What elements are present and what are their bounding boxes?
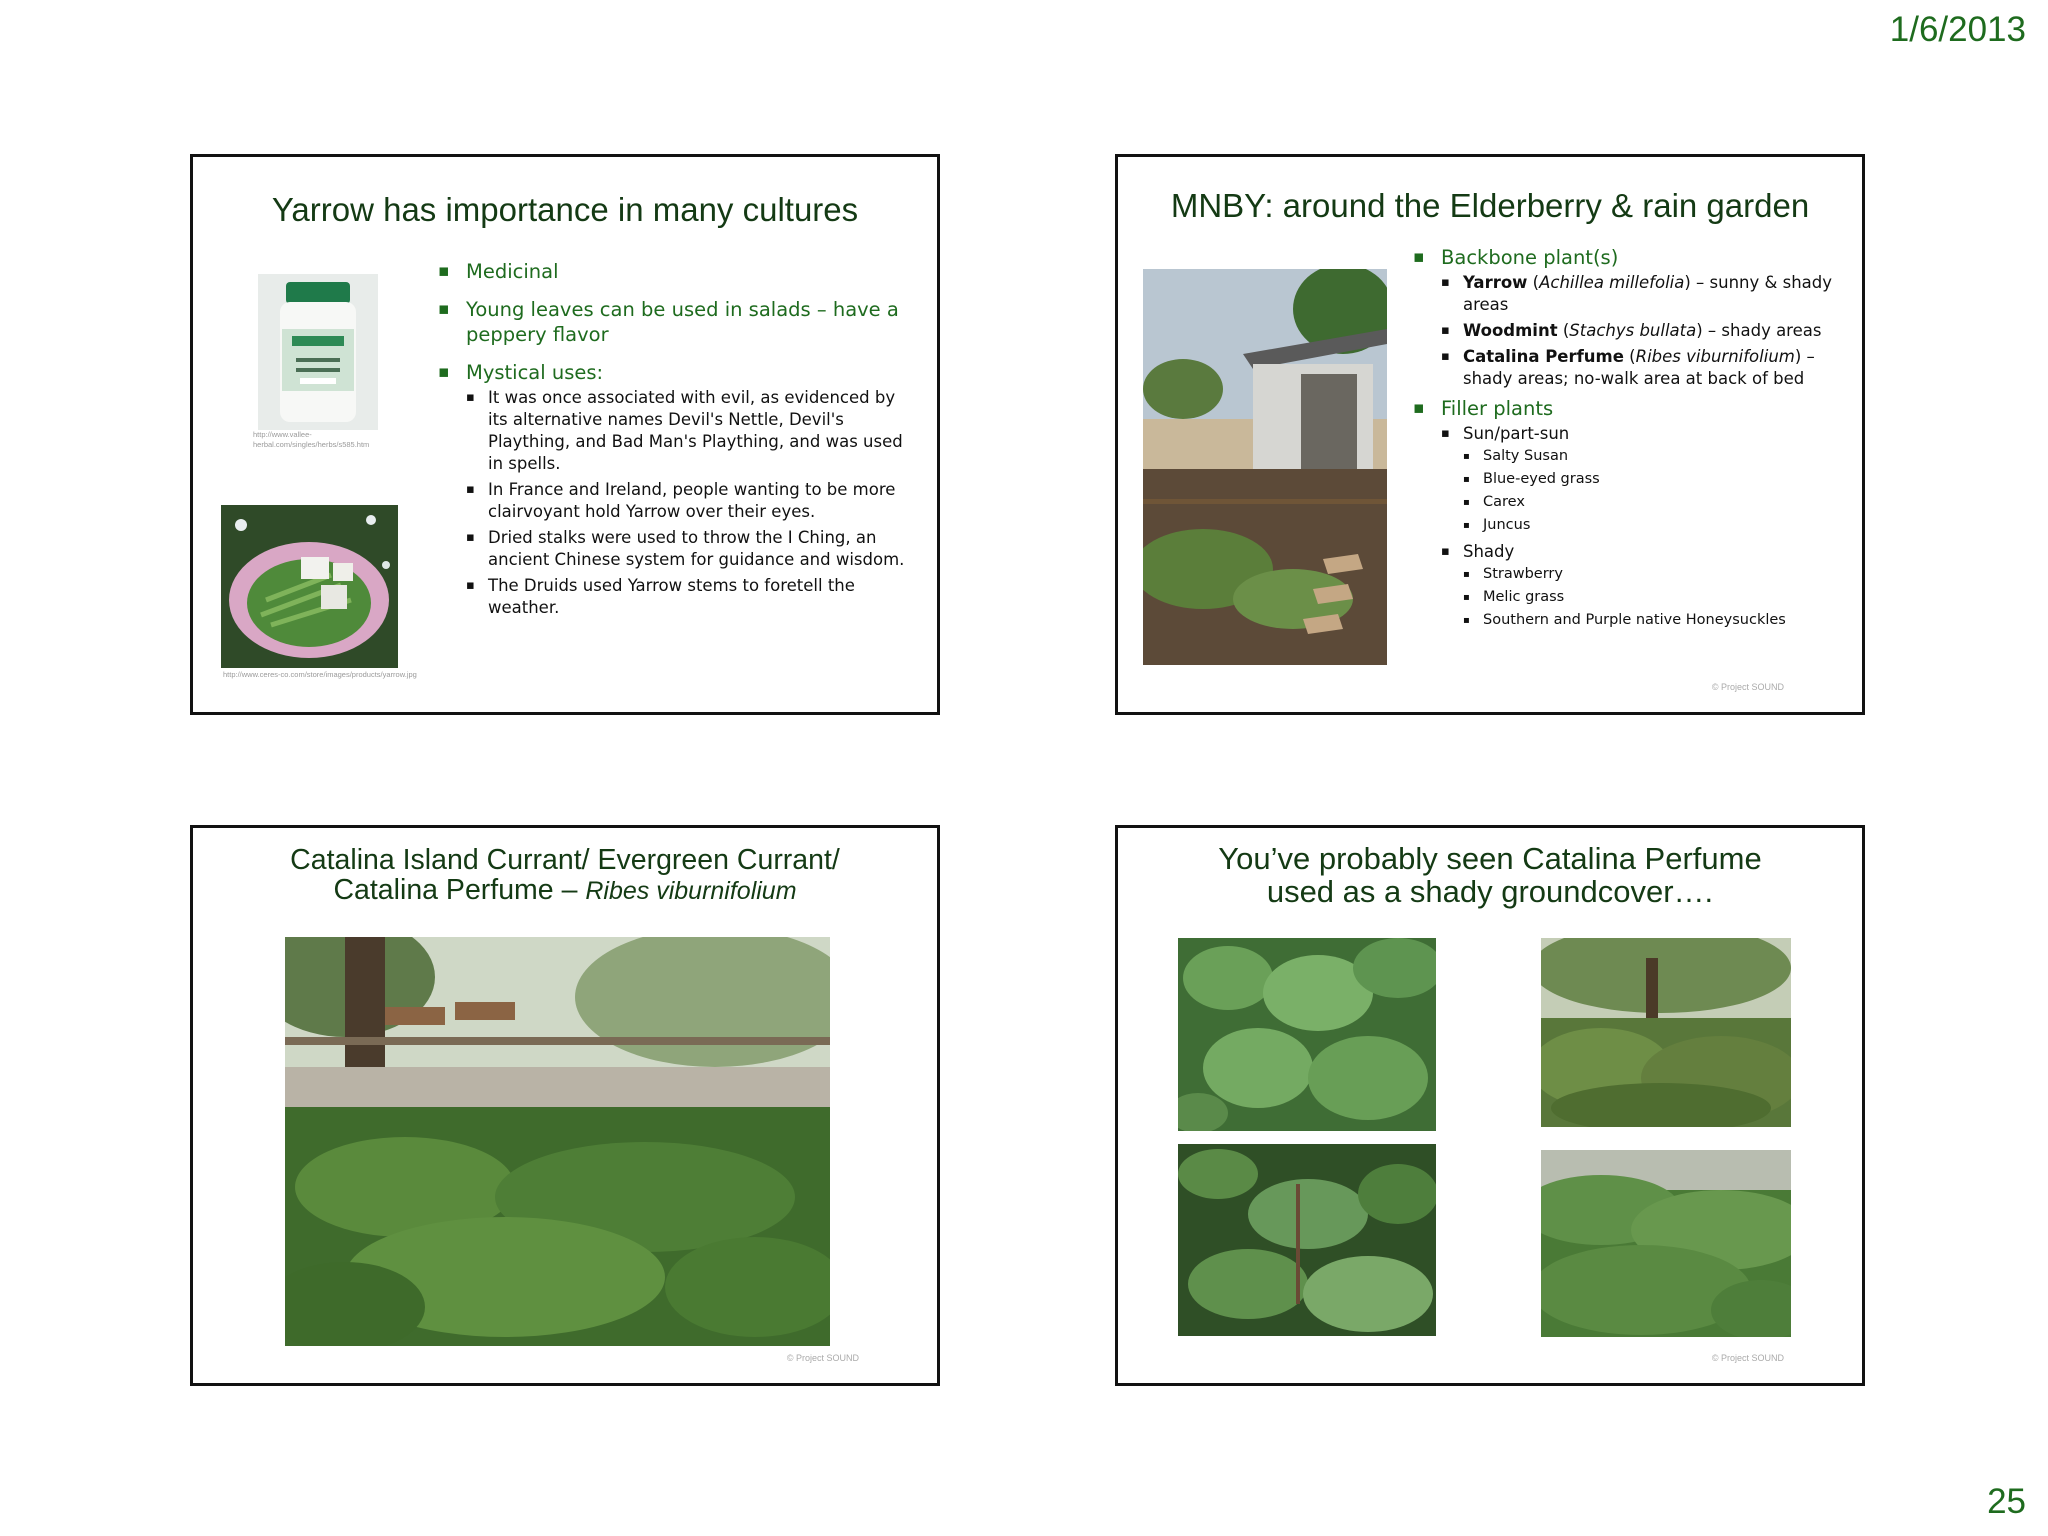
page-date: 1/6/2013 — [1889, 10, 2026, 49]
slide-title: MNBY: around the Elderberry & rain garden — [1170, 187, 1810, 224]
page-number: 25 — [1987, 1482, 2026, 1521]
backbone-plant-yarrow: ▪ Yarrow (Achillea millefolia) – sunny & shady areas — [1441, 272, 1853, 316]
slide1-body — [438, 259, 908, 632]
sun-plant: ▪ Carex — [1463, 491, 1853, 514]
shady-plant: ▪ Melic grass — [1463, 586, 1853, 609]
slide-mnby-elderberry — [1115, 154, 1865, 715]
catalina-currant-groundcover-photo — [285, 937, 830, 1346]
slide-catalina-currant — [190, 825, 940, 1386]
catalina-perfume-under-tree-photo — [1541, 938, 1791, 1127]
title-line-1: You’ve probably seen Catalina Perfume — [1218, 841, 1762, 876]
bottle-image-credit: http://www.vallee-herbal.com/singles/herbs/s585.htm — [253, 430, 370, 449]
slide-title: Yarrow has importance in many cultures — [271, 191, 859, 228]
slide-shady-groundcover — [1115, 825, 1865, 1386]
backbone-plant-woodmint: ▪ Woodmint (Stachys bullata) – shady areas — [1441, 320, 1853, 342]
yarrow-supplement-bottle-image — [258, 274, 378, 430]
yarrow-basket-image — [221, 505, 398, 668]
title-line-1: Catalina Island Currant/ Evergreen Currant/ — [290, 844, 840, 876]
catalina-perfume-groundcover-photo — [1541, 1150, 1791, 1337]
slide-title — [1118, 843, 1862, 908]
shady-plant: ▪ Strawberry — [1463, 563, 1853, 586]
bullet-mystical: ▪ Mystical uses: ▪ It was once associated with evil, as evidenced by its alternative names Devil's Nettle, Devil's Plaything, and Bad Man's Plaything, and was used in spells. ▪ In France and Ireland, people wanting to be more clairvoyant hold Yarrow over their eyes. ▪ Dried stalks were used to throw the I Ching, an ancient Chinese system for guidance and wisdom. ▪ The Druids used Yarrow stems to foretell the weather. — [438, 360, 908, 619]
copyright-notice: © Project SOUND — [1711, 1353, 1784, 1363]
slide-title — [193, 846, 937, 906]
catalina-perfume-foliage-photo — [1178, 1144, 1436, 1336]
mystical-item: ▪ Dried stalks were used to throw the I Ching, an ancient Chinese system for guidance and wisdom. — [466, 527, 908, 571]
sun-plant: ▪ Blue-eyed grass — [1463, 468, 1853, 491]
bullet-young-leaves: ▪ Young leaves can be used in salads – have a peppery flavor — [438, 297, 908, 347]
title-line-2: Catalina Perfume – Ribes viburnifolium — [333, 873, 797, 906]
bullet-filler-plants: ▪ Filler plants ▪ Sun/part-sun ▪ Salty Susan ▪ Blue-eyed grass ▪ Carex ▪ Juncus ▪ Shady ▪ Strawberry ▪ Melic grass ▪ Southern and Purple native Honeysuckles — [1413, 396, 1853, 632]
catalina-perfume-leaves-closeup-photo — [1178, 938, 1436, 1131]
shady-plant: ▪ Southern and Purple native Honeysuckles — [1463, 609, 1853, 632]
garden-shed-photo — [1143, 269, 1387, 665]
backbone-plant-catalina-perfume: ▪ Catalina Perfume (Ribes viburnifolium) – shady areas; no-walk area at back of bed — [1441, 346, 1853, 390]
copyright-notice: © Project SOUND — [1711, 682, 1784, 692]
slide2-body — [1413, 245, 1853, 645]
sun-plant: ▪ Salty Susan — [1463, 445, 1853, 468]
basket-image-credit: http://www.ceres-co.com/store/images/products/yarrow.jpg — [223, 670, 417, 679]
bullet-medicinal: ▪ Medicinal — [438, 259, 908, 284]
filler-sun-part-sun: ▪ Sun/part-sun ▪ Salty Susan ▪ Blue-eyed grass ▪ Carex ▪ Juncus — [1441, 423, 1853, 537]
slide-yarrow-cultures — [190, 154, 940, 715]
mystical-item: ▪ The Druids used Yarrow stems to foretell the weather. — [466, 575, 908, 619]
mystical-item: ▪ In France and Ireland, people wanting to be more clairvoyant hold Yarrow over their eyes. — [466, 479, 908, 523]
filler-shady: ▪ Shady ▪ Strawberry ▪ Melic grass ▪ Southern and Purple native Honeysuckles — [1441, 541, 1853, 632]
copyright-notice: © Project SOUND — [786, 1353, 859, 1363]
title-line-2: used as a shady groundcover…. — [1266, 873, 1714, 909]
bullet-backbone-plants: ▪ Backbone plant(s) ▪ Yarrow (Achillea millefolia) – sunny & shady areas ▪ Woodmint (Stachys bullata) – shady areas ▪ Catalina Perfume (Ribes viburnifolium) – shady areas; no-walk area at back of bed — [1413, 245, 1853, 390]
sun-plant: ▪ Juncus — [1463, 514, 1853, 537]
mystical-item: ▪ It was once associated with evil, as evidenced by its alternative names Devil's Nettle, Devil's Plaything, and Bad Man's Plaything, and was used in spells. — [466, 387, 908, 475]
title-latin-name: Ribes viburnifolium — [585, 876, 797, 905]
